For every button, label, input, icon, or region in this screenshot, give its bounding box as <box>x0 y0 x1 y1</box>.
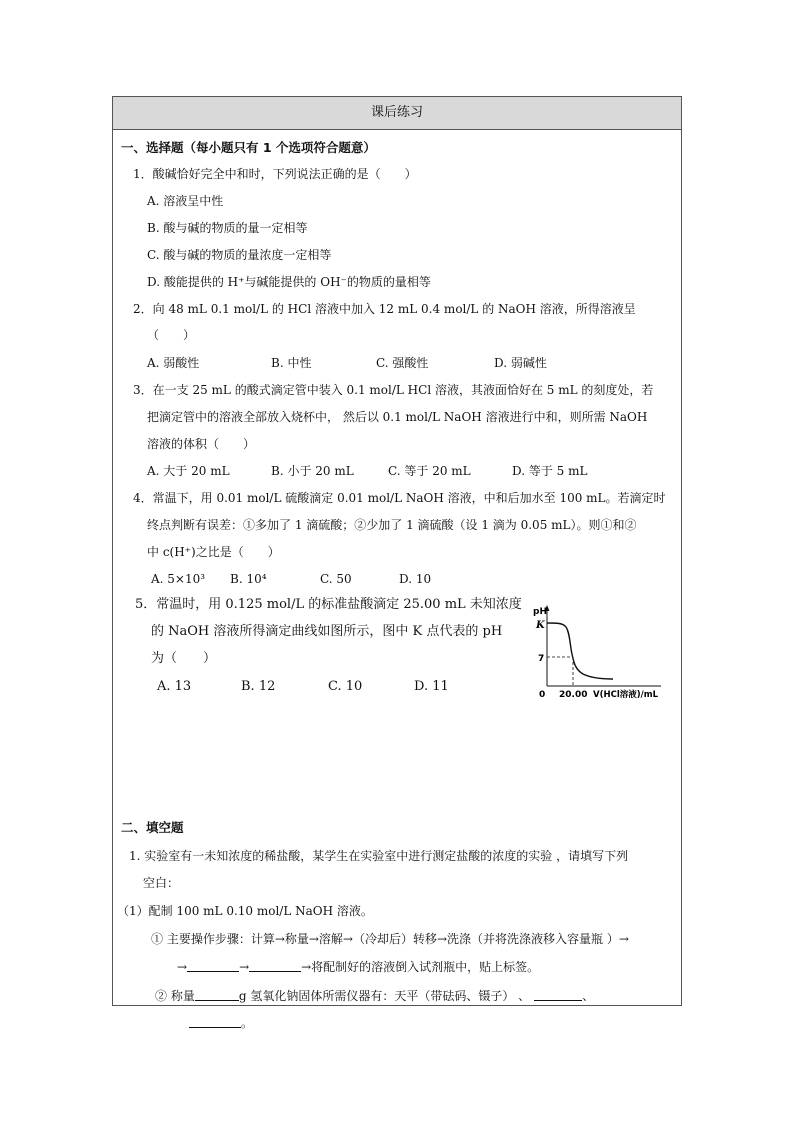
s2-step2-line2 <box>189 1015 253 1031</box>
q3-stem-line3: 溶液的体积（ ） <box>147 437 256 451</box>
q5-stem-line1: 5．常温时，用 0.125 mol/L 的标准盐酸滴定 25.00 mL 未知浓度 <box>135 597 522 612</box>
y-axis-label: pH <box>533 607 547 617</box>
origin-label: 0 <box>539 690 546 698</box>
q5-stem-line2: 的 NaOH 溶液所得滴定曲线如图所示，图中 K 点代表的 pH <box>151 624 503 639</box>
step2-end: 。 <box>241 1016 254 1030</box>
blank-mass[interactable] <box>195 988 239 1001</box>
s2-step2-line1 <box>155 988 594 1004</box>
step2-mid: g 氢氧化钠固体所需仪器有：天平（带砝码、镊子） 、 <box>238 989 531 1003</box>
titration-curve <box>547 623 613 679</box>
q4-option-a: A. 5×10³ <box>151 572 206 586</box>
q3-option-d: D. 等于 5 mL <box>512 464 588 478</box>
q2-option-b: B. 中性 <box>271 356 312 370</box>
q5-stem-line3: 为（ ） <box>151 651 217 666</box>
arrow-1: → <box>177 960 188 974</box>
q5-option-b: B. 12 <box>241 679 276 694</box>
q1-option-c: C. 酸与碱的物质的量浓度一定相等 <box>147 248 332 262</box>
q5-option-d: D. 11 <box>414 679 449 694</box>
q5-option-c: C. 10 <box>328 679 363 694</box>
s2-sub1: （1）配制 100 mL 0.10 mol/L NaOH 溶液。 <box>117 904 373 918</box>
q1-option-b: B. 酸与碱的物质的量一定相等 <box>147 221 308 235</box>
q3-stem-line2: 把滴定管中的溶液全部放入烧杯中， 然后以 0.1 mol/L NaOH 溶液进行中和，则所需 NaOH <box>147 410 648 424</box>
q4-stem-line1: 4．常温下，用 0.01 mol/L 硫酸滴定 0.01 mol/L NaOH 溶液，中和后加水至 100 mL。若滴定时 <box>133 491 666 505</box>
x-axis-label: V(HCl溶液)/mL <box>593 690 658 698</box>
step2-prefix: ② 称量 <box>155 989 195 1003</box>
blank-instrument-2[interactable] <box>189 1015 241 1028</box>
s2-step1-line1: ① 主要操作步骤：计算→称量→溶解→（冷却后）转移→洗涤（并将洗涤液移入容量瓶 ）→ <box>151 932 629 946</box>
q4-option-c: C. 50 <box>320 572 352 586</box>
blank-step-1[interactable] <box>187 959 239 972</box>
table-header <box>113 97 681 130</box>
s2-step1-line2 <box>177 959 539 975</box>
q2-stem-line2: （ ） <box>147 328 196 342</box>
section1-title: 一、选择题（每小题只有 1 个选项符合题意） <box>121 140 376 155</box>
q3-stem-line1: 3．在一支 25 mL 的酸式滴定管中装入 0.1 mol/L HCl 溶液，其液面恰好在 5 mL 的刻度处，若 <box>133 383 654 397</box>
q3-option-c: C. 等于 20 mL <box>388 464 471 478</box>
s2-q1-line2: 空白： <box>143 876 180 890</box>
q2-option-d: D. 弱碱性 <box>494 356 547 370</box>
q1-option-a: A. 溶液呈中性 <box>147 194 224 208</box>
header-title: 课后练习 <box>370 105 423 120</box>
ph7-tick-label: 7 <box>538 654 545 664</box>
q5-option-a: A. 13 <box>157 679 192 694</box>
k-point-label: K <box>536 620 545 631</box>
q2-option-a: A. 弱酸性 <box>147 356 200 370</box>
q4-option-d: D. 10 <box>399 572 432 586</box>
q1-stem: 1．酸碱恰好完全中和时，下列说法正确的是（ ） <box>133 167 417 181</box>
q4-stem-line2: 终点判断有误差：①多加了 1 滴硫酸；②少加了 1 滴硫酸（设 1 滴为 0.05 mL）。则①和② <box>147 518 637 532</box>
blank-instrument-1[interactable] <box>534 988 582 1001</box>
blank-step-2[interactable] <box>249 959 301 972</box>
step2-comma: 、 <box>582 989 595 1003</box>
q3-option-a: A. 大于 20 mL <box>147 464 230 478</box>
q1-option-d: D. 酸能提供的 H⁺与碱能提供的 OH⁻的物质的量相等 <box>147 275 431 289</box>
step1-tail: →将配制好的溶液倒入试剂瓶中，贴上标签。 <box>301 960 540 974</box>
x-tick-label: 20.00 <box>559 690 588 698</box>
titration-curve-figure <box>523 602 673 698</box>
q2-stem-line1: 2．向 48 mL 0.1 mol/L 的 HCl 溶液中加入 12 mL 0.4 mol/L 的 NaOH 溶液，所得溶液呈 <box>133 302 636 316</box>
q4-option-b: B. 10⁴ <box>230 572 267 586</box>
s2-q1-line1: 1. 实验室有一未知浓度的稀盐酸，某学生在实验室中进行测定盐酸的浓度的实验 ，请填写下列 <box>129 849 629 863</box>
arrow-2: → <box>239 960 250 974</box>
q3-option-b: B. 小于 20 mL <box>271 464 354 478</box>
q2-option-c: C. 强酸性 <box>376 356 429 370</box>
exercise-table <box>112 96 682 1030</box>
section2-title: 二、填空题 <box>121 820 184 835</box>
q4-stem-line3: 中 c(H⁺)之比是（ ） <box>147 545 280 559</box>
